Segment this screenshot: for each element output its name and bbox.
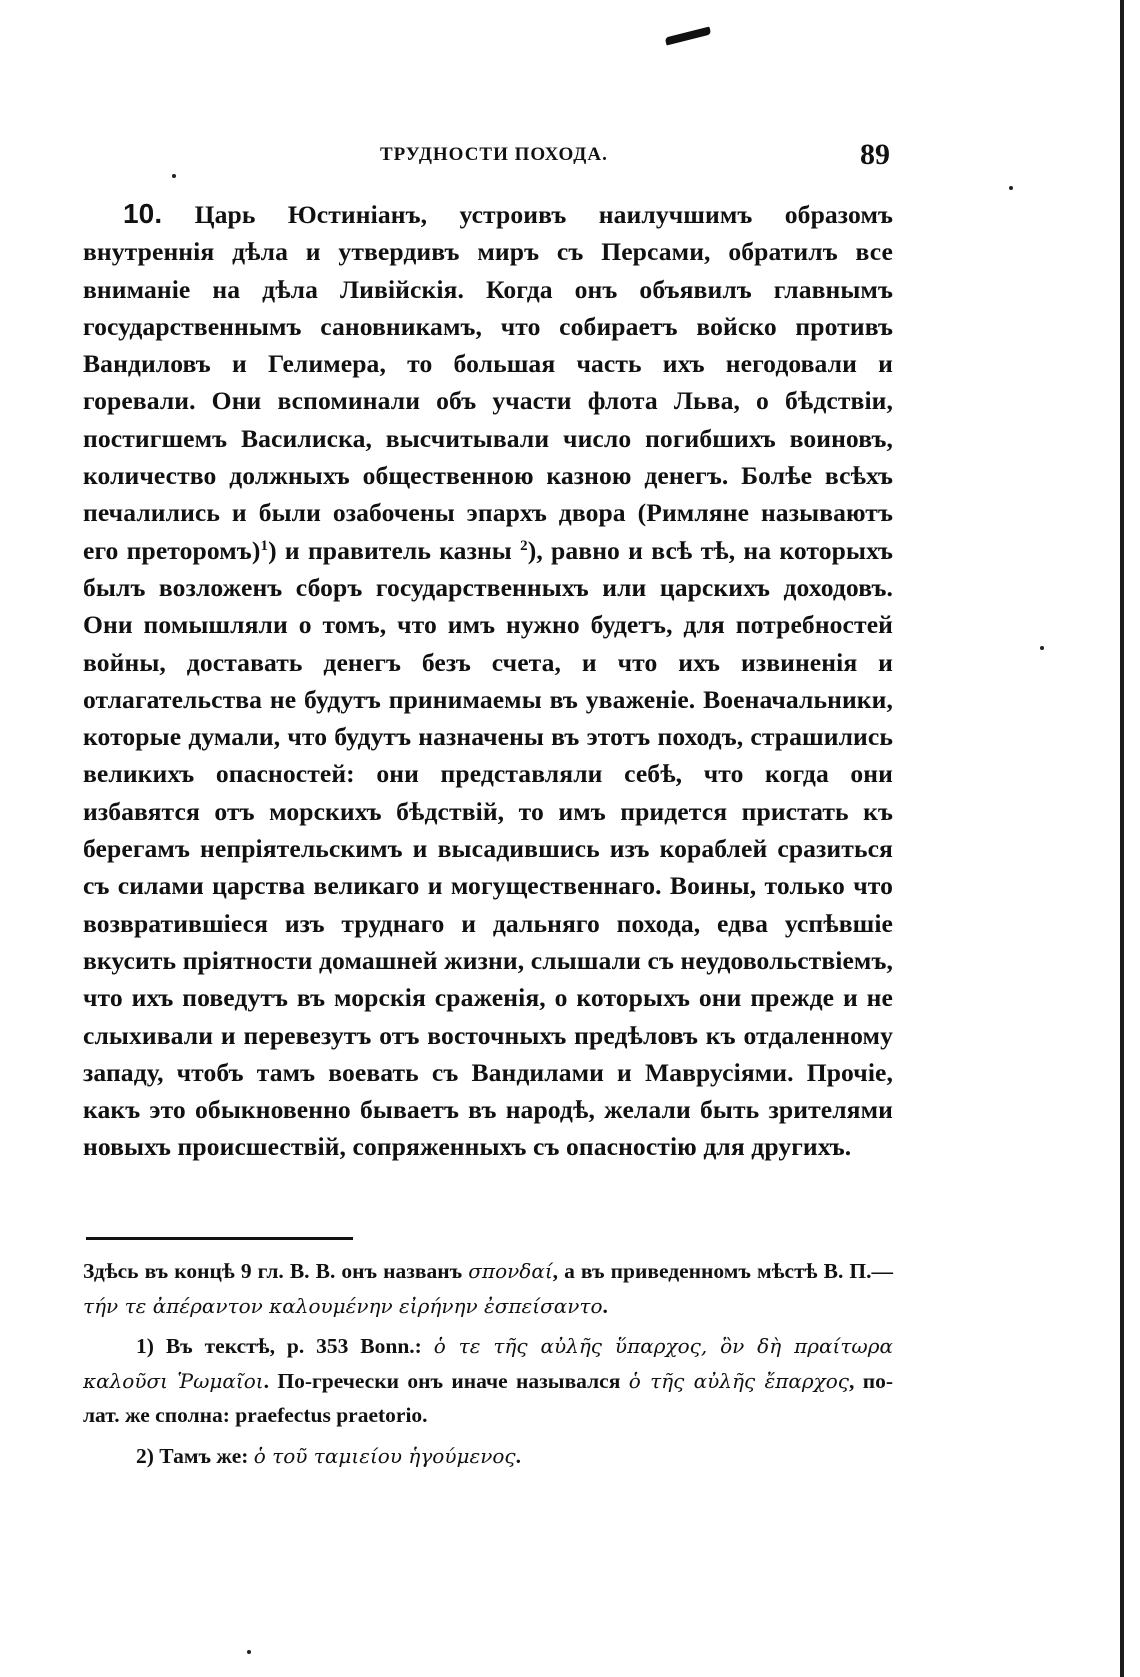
footnote-1 — [83, 1329, 893, 1433]
main-text — [83, 195, 893, 1166]
greek-text: ὁ τῆς αὐλῆς ἔπαρχος — [628, 1368, 849, 1393]
footnote-carry-over — [83, 1254, 893, 1323]
footnote-marker-1: 1 — [260, 537, 269, 554]
paragraph-text-part-3: ), равно и всѣ тѣ, на которыхъ былъ возложенъ сборъ государственныхъ или царскихъ доходовъ. Они помышляли о томъ, что имъ нужно будетъ, для потребностей войны, доставать денегъ безъ счета, и что ихъ извиненія и отлагательства не будутъ принимаемы въ уваженіе. Военачальники, которые думали, что будутъ назначены въ этотъ походъ, страшились великихъ опасностей: они представляли себѣ, что когда они избавятся отъ морскихъ бѣдствій, то имъ придется пристать къ берегамъ непріятельскимъ и высадившись изъ кораблей сразиться съ силами царства великаго и могущественнаго. Воины, только что возвратившіеся изъ труднаго и дальняго похода, едва успѣвшіе вкусить пріятности домашней жизни, слышали съ неудовольствіемъ, что ихъ поведутъ въ морскія сраженія, о которыхъ они прежде и не слыхивали и перевезутъ отъ восточныхъ предѣловъ къ отдаленному западу, чтобъ тамъ воевать съ Вандилами и Маврусіями. Прочіе, какъ это обыкновенно бываетъ въ народѣ, желали быть зрителями новыхъ происшествій, сопряженныхъ съ опасностію для другихъ. — [83, 535, 894, 1162]
paragraph-text-part-1: Царь Юстиніанъ, устроивъ наилучшимъ образомъ внутреннія дѣла и утвердивъ миръ съ Персами, обратилъ все вниманіе на дѣла Ливійскія. Когда онъ объявилъ главнымъ государственнымъ сановникамъ, что собираетъ войско противъ Вандиловъ и Гелимера, то большая часть ихъ негодовали и горевали. Они вспоминали объ участи флота Льва, о бѣдствіи, постигшемъ Василиска, высчитывали число погибшихъ воиновъ, количество должныхъ общественною казною денегъ. Болѣе всѣхъ печалились и были озабочены эпархъ двора (Римляне называютъ его преторомъ) — [83, 200, 893, 565]
paragraph — [83, 195, 893, 1166]
running-title: ТРУДНОСТИ ПОХОДА. — [380, 144, 608, 165]
footnote-separator — [86, 1237, 353, 1240]
footnote-text: , по-лат. же сполна: praefectus praetorio. — [83, 1368, 893, 1427]
footnote-text: , а въ приведенномъ мѣстѣ В. П.— — [552, 1259, 893, 1283]
footnote-text: 2) Тамъ же: — [136, 1443, 254, 1468]
paragraph-text-part-2: ) и правитель казны — [268, 535, 521, 565]
footnotes — [83, 1254, 893, 1473]
footnote-marker-2: 2 — [520, 537, 528, 554]
footnote-text: . — [515, 1443, 521, 1468]
scan-speck — [247, 1650, 251, 1654]
greek-text: τήν τε ἀπέραντον καλουμένην εἰρήνην ἐσπείσαντο — [83, 1293, 603, 1318]
footnote-text: . — [602, 1293, 608, 1318]
footnote-text: 1) Въ текстѣ, p. 353 Bonn.: — [136, 1334, 434, 1358]
footnote-2 — [83, 1439, 893, 1474]
paragraph-number: 10. — [123, 198, 163, 229]
page-number: 89 — [860, 138, 890, 171]
scan-speck — [1009, 186, 1013, 190]
footnote-text: Здѣсь въ концѣ 9 гл. В. В. онъ названъ — [83, 1259, 469, 1283]
scan-edge-line — [1120, 0, 1124, 1677]
footnote-text: . По-гречески онъ иначе назывался — [263, 1368, 629, 1393]
greek-text: ὁ τοῦ ταμιείου ἡγούμενος — [253, 1443, 516, 1468]
ink-mark — [665, 27, 712, 46]
page-header — [90, 138, 890, 178]
scan-speck — [1040, 646, 1044, 650]
greek-text: ὁ τε τῆς αὐλῆς ὕπαρχος, ὃν δὴ πραίτωρα καλοῦσι Ῥωμαῖοι — [83, 1334, 893, 1393]
greek-text: σπονδαί — [468, 1259, 553, 1283]
